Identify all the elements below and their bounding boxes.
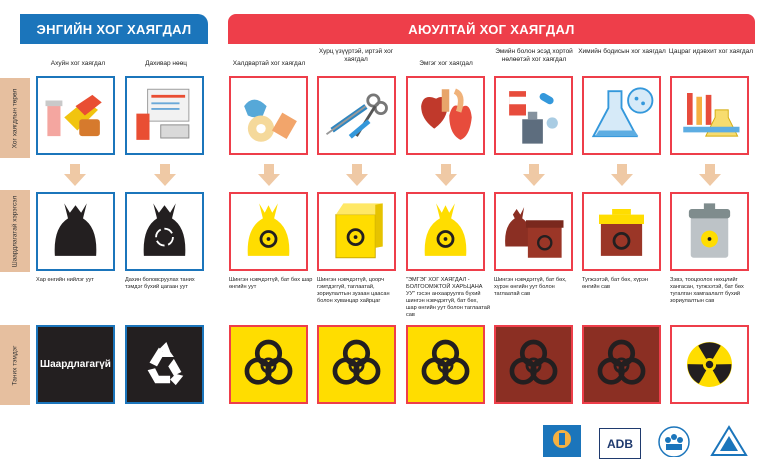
hazardous-waste-header: АЮУЛТАЙ ХОГ ХАЯГДАЛ — [228, 14, 755, 44]
down-arrow-icon — [258, 164, 280, 186]
down-arrow-icon — [523, 164, 545, 186]
recycling-bag-image — [125, 192, 204, 271]
pharmaceutical-waste-image — [494, 76, 573, 155]
sharps-packaging-description: Шингэн нэвчдэггүй, цоорч гэмтдэггүй, таглаатай, зориулалтын зузаан цаасан болон хуванцар хайрцаг — [317, 277, 390, 304]
recyclable-waste-image — [125, 76, 204, 155]
chemical-waste-image — [582, 76, 661, 155]
down-arrow-icon — [699, 164, 721, 186]
triangle-logo — [709, 424, 749, 457]
column-label-infectious: Халдвартай хог хаягдал — [232, 60, 306, 67]
column-label-recyclable: Дахивар нөөц — [145, 60, 187, 67]
organization-logo — [654, 424, 694, 457]
black-bag-image — [36, 192, 115, 271]
biohazard-symbol-yellow — [229, 325, 308, 404]
column-label-pharmaceutical: Эмийн болон эсэд хортой нөлөөтэй хог хаягдал — [495, 48, 573, 63]
no-marking-required-text: Шаардлагагүй — [40, 359, 111, 370]
down-arrow-icon — [154, 164, 176, 186]
biohazard-symbol-yellow — [406, 325, 485, 404]
down-arrow-icon — [346, 164, 368, 186]
down-arrow-icon — [611, 164, 633, 186]
pharmaceutical-packaging-description: Шингэн нэвчдэггүй, бат бөх, хүрэн өнгийн уут болон таглаатай сав — [494, 277, 567, 297]
column-label-radioactive: Цацраг идэвхит хог хаягдал — [668, 48, 754, 55]
row-label-marking: Таних тэмдэг — [0, 325, 30, 405]
sharps-waste-image — [317, 76, 396, 155]
radiation-symbol — [670, 325, 749, 404]
biohazard-symbol-yellow — [317, 325, 396, 404]
household-waste-image — [36, 76, 115, 155]
column-label-sharps: Хурц үзүүртэй, иртэй хог хаягдал — [318, 48, 394, 63]
radioactive-waste-image — [670, 76, 749, 155]
yellow-sharps-box-image — [317, 192, 396, 271]
brown-bag-and-bin-image — [494, 192, 573, 271]
down-arrow-icon — [64, 164, 86, 186]
no-marking-required-label — [36, 325, 115, 404]
recyclable-packaging-description: Дахин боловсруулах таних тэмдэг бүхий цагаан уут — [125, 277, 195, 290]
biohazard-symbol-brown — [494, 325, 573, 404]
row-label-waste-type: Хог хаягдлын төрөл — [0, 78, 30, 158]
down-arrow-icon — [435, 164, 457, 186]
pathological-waste-image — [406, 76, 485, 155]
pathological-packaging-description: "ЭМГЭГ ХОГ ХАЯГДАЛ - БОЛГООМЖТОЙ ХАРЬЦАНА УУ" гэсэн анхааруулга бүхий шингэн нэвчдэггүй, бат бөх, шар өнгийн уут болон таглаатай сав — [406, 277, 491, 318]
biohazard-icon — [231, 327, 306, 402]
brown-chemical-bin-image — [582, 192, 661, 271]
radioactive-packaging-description: Зэвэ, тооцоолох нөхцлийг хангасан, тугжээтэй, бат бөх тугалган хамгаалалт бүхий зориулалтын сав — [670, 277, 744, 304]
biohazard-icon — [496, 327, 571, 402]
chemical-packaging-description: Тугжээтэй, бат бөх, хүрэн өнгийн сав — [582, 277, 648, 290]
infectious-packaging-description: Шингэн нэвчдэггүй, бат бөх шар өнгийн уут — [229, 277, 313, 290]
lead-container-image — [670, 192, 749, 271]
row-label-packaging: Шаардлагатай хэрэгсэл — [0, 190, 30, 272]
infectious-waste-image — [229, 76, 308, 155]
mongolia-emblem-logo — [543, 425, 581, 457]
biohazard-icon — [408, 327, 483, 402]
general-waste-header: ЭНГИЙН ХОГ ХАЯГДАЛ — [20, 14, 208, 44]
household-packaging-description: Хар өнгийн нийлэг уут — [36, 277, 94, 283]
recycle-symbol — [125, 325, 204, 404]
biohazard-symbol-brown — [582, 325, 661, 404]
adb-logo: ADB — [599, 428, 641, 459]
radiation-icon — [672, 327, 747, 402]
recycle-icon — [127, 327, 202, 402]
column-label-chemical: Химийн бодисын хог хаягдал — [578, 48, 666, 55]
column-label-household: Ахуйн хог хаягдал — [50, 60, 106, 67]
column-label-pathological: Эмгэг хог хаягдал — [419, 60, 473, 67]
biohazard-icon — [319, 327, 394, 402]
biohazard-icon — [584, 327, 659, 402]
yellow-pathological-bag-image — [406, 192, 485, 271]
yellow-bag-image — [229, 192, 308, 271]
